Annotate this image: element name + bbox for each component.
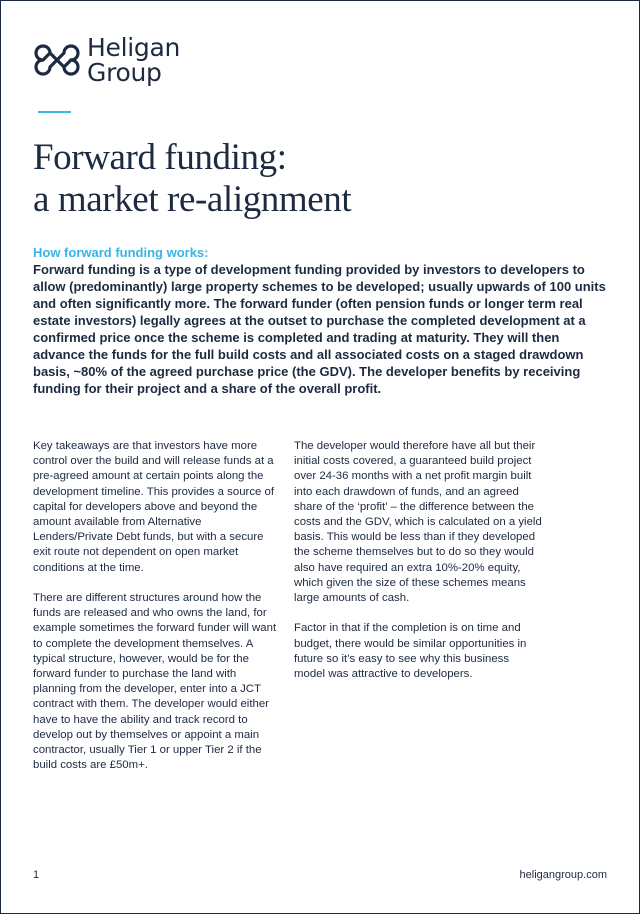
interlocking-s-logo-icon: [33, 36, 81, 84]
brand-logo: [33, 35, 180, 85]
website-link[interactable]: heligangroup.com: [519, 869, 607, 881]
accent-rule: [38, 111, 71, 113]
right-column: [294, 439, 542, 697]
right-paragraph-1: The developer would therefore have all but their initial costs covered, a guaranteed build project over 24-36 months with a net profit margin built into each drawdown of funds, and an agreed share of the ‘profit’ – the difference between the costs and the GDV, which is calculated on a yield basis. This would be less than if they developed the scheme themselves but to do so they would also have required an extra 10%-20% equity, which given the size of these schemes means large amounts of cash.: [294, 440, 542, 605]
left-paragraph-1: Key takeaways are that investors have more control over the build and will release funds at a pre-agreed amount at certain points along the development timeline. This provides a source of capital for developers above and beyond the amount available from Alternative Lenders/Private Debt funds, but with a secure exit route not dependent on open market conditions at the time.: [33, 440, 275, 574]
intro-body: Forward funding is a type of development funding provided by investors to developers to allow (predominantly) large property schemes to be developed; usually upwards of 100 units and often significantly more. The forward funder (often pension funds or longer term real estate investors) legally agrees at the outset to purchase the completed development at a confirmed price once the scheme is completed and trading at maturity. They will then advance the funds for the full build costs and all associated costs on a staged drawdown basis, ~80% of the agreed purchase price (the GDV). The developer benefits by receiving funding for their project and a share of the overall profit.: [33, 262, 606, 396]
intro-section: [33, 244, 613, 397]
brand-name: [87, 35, 180, 85]
left-column: [33, 439, 281, 789]
right-paragraph-2: Factor in that if the completion is on time and budget, there would be similar opportunities in future so it’s easy to see why this business model was attractive to developers.: [294, 622, 527, 681]
left-paragraph-2: There are different structures around how the funds are released and who owns the land, for example sometimes the forward funder will want to complete the development themselves. A typical structure, however, would be for the forward funder to purchase the land with planning from the developer, enter into a JCT contract with them. The developer would either have to have the ability and track record to develop out by themselves or appoint a main contractor, usually Tier 1 or upper Tier 2 if the build costs are £50m+.: [33, 592, 277, 772]
intro-heading: How forward funding works:: [33, 245, 209, 260]
page-title: [33, 137, 351, 221]
brand-name-line1: Heligan: [87, 33, 181, 62]
page-title-line2: a market re-alignment: [33, 179, 352, 220]
page-title-line1: Forward funding:: [33, 137, 287, 178]
page-number: 1: [33, 869, 40, 881]
brand-name-line2: Group: [87, 58, 162, 87]
